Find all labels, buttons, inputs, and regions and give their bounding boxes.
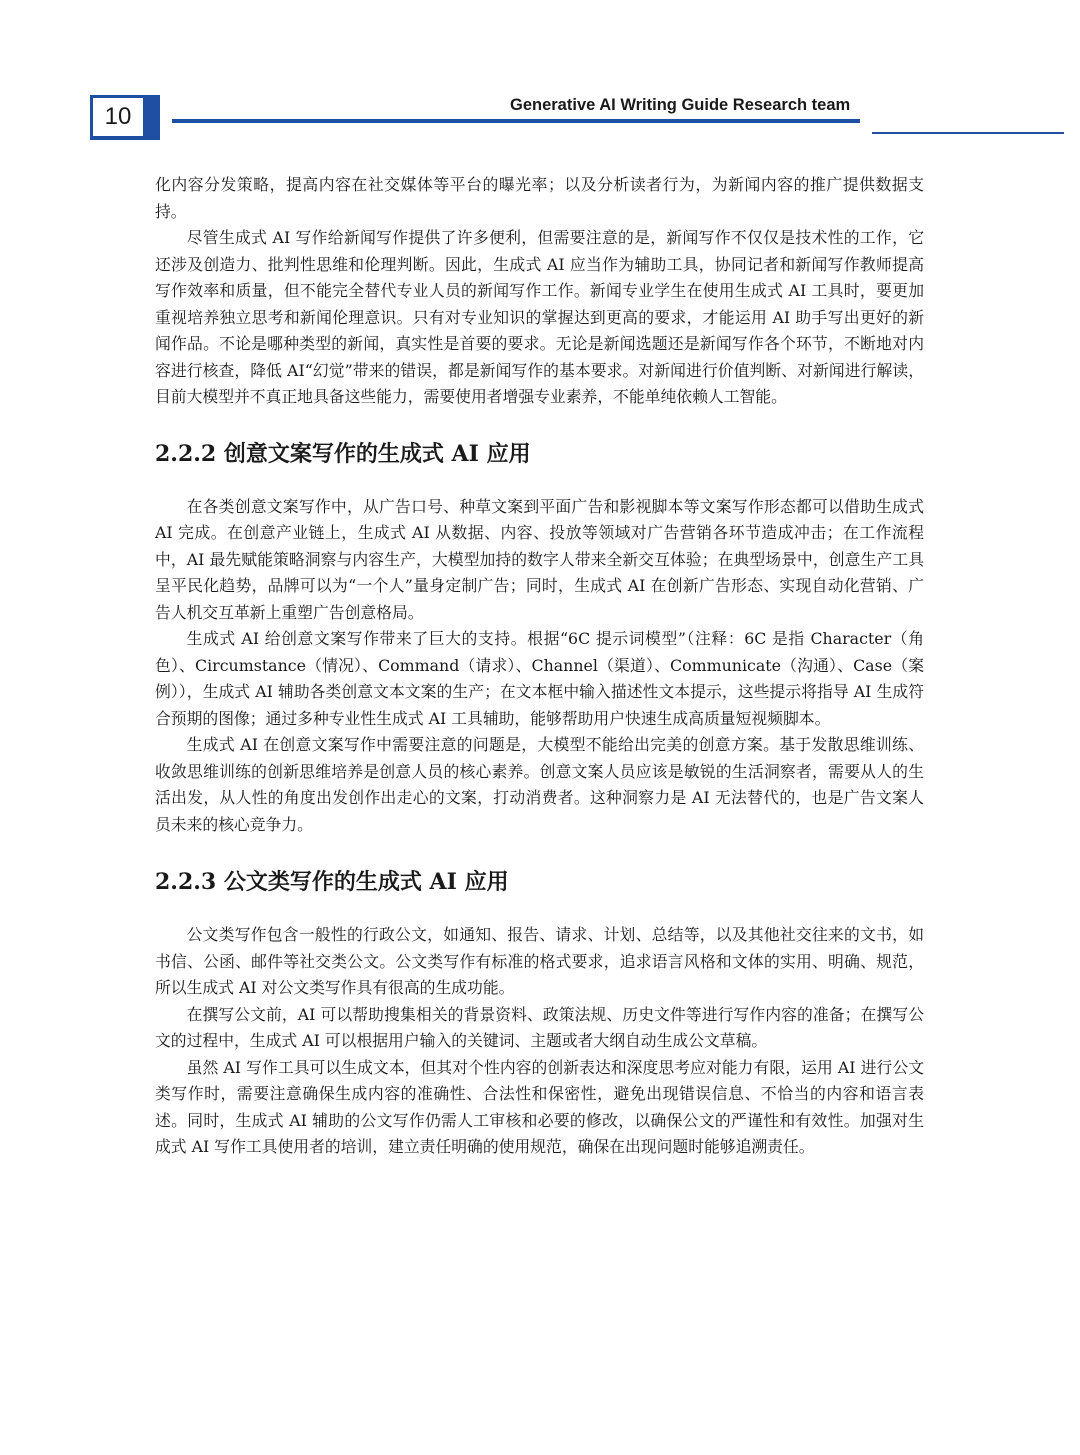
page-number-badge [90, 95, 160, 140]
running-title: Generative AI Writing Guide Research team [510, 96, 851, 114]
header-rule-thin [872, 132, 1064, 134]
page-number: 10 [93, 98, 143, 136]
paragraph: 虽然 AI 写作工具可以生成文本，但其对个性内容的创新表达和深度思考应对能力有限，运用 AI 进行公文类写作时，需要注意确保生成内容的准确性、合法性和保密性，避免出现错误信息、不恰当的内容和语言表述。同时，生成式 AI 辅助的公文写作仍需人工审核和必要的修改，以确保公文的严谨性和有效性。加强对生成式 AI 写作工具使用者的培训，建立责任明确的使用规范，确保在出现问题时能够追溯责任。 [155, 1057, 924, 1156]
paragraph: 尽管生成式 AI 写作给新闻写作提供了许多便利，但需要注意的是，新闻写作不仅仅是技术性的工作，它还涉及创造力、批判性思维和伦理判断。因此，生成式 AI 应当作为辅助工具，协同记者和新闻写作教师提高写作效率和质量，但不能完全替代专业人员的新闻写作工作。新闻专业学生在使用生成式 AI 工具时，要更加重视培养独立思考和新闻伦理意识。只有对专业知识的掌握达到更高的要求，才能运用 AI 助手写出更好的新闻作品。不论是哪种类型的新闻，真实性是首要的要求。无论是新闻选题还是新闻写作各个环节，不断地对内容进行核查，降低 AI“幻觉”带来的错误，都是新闻写作的基本要求。对新闻进行价值判断、对新闻进行解读，目前大模型并不真正地具备这些能力，需要使用者增强专业素养，不能单纯依赖人工智能。 [155, 228, 924, 406]
section-heading-2-2-3: 2.2.3 公文类写作的生成式 AI 应用 [155, 869, 509, 895]
section-heading-2-2-2: 2.2.2 创意文案写作的生成式 AI 应用 [155, 440, 531, 467]
paragraph: 生成式 AI 给创意文案写作带来了巨大的支持。根据“6C 提示词模型”（注释：6C 是指 Character（角色）、Circumstance（情况）、Command（请求）、Channel（渠道）、Communicate（沟通）、Case（案例）），生成式 AI 辅助各类创意文本文案的生产；在文本框中输入描述性文本提示，这些提示将指导 AI 生成符合预期的图像；通过多种专业性生成式 AI 工具辅助，能够帮助用户快速生成高质量短视频脚本。 [155, 629, 924, 728]
paragraph: 生成式 AI 在创意文案写作中需要注意的问题是，大模型不能给出完美的创意方案。基于发散思维训练、收敛思维训练的创新思维培养是创意人员的核心素养。创意文案人员应该是敏锐的生活洞察者，需要从人的生活出发，从人性的角度出发创作出走心的文案，打动消费者。这种洞察力是 AI 无法替代的，也是广告文案人员未来的核心竞争力。 [155, 735, 924, 834]
paragraph: 公文类写作包含一般性的行政公文，如通知、报告、请求、计划、总结等，以及其他社交往来的文书，如书信、公函、邮件等社交类公文。公文类写作有标准的格式要求，追求语言风格和文体的实用、明确、规范，所以生成式 AI 对公文类写作具有很高的生成功能。 [155, 925, 924, 997]
paragraph: 在各类创意文案写作中，从广告口号、种草文案到平面广告和影视脚本等文案写作形态都可以借助生成式 AI 完成。在创意产业链上，生成式 AI 从数据、内容、投放等领域对广告营销各环节造成冲击；在工作流程中，AI 最先赋能策略洞察与内容生产，大模型加持的数字人带来全新交互体验；在典型场景中，创意生产工具呈平民化趋势，品牌可以为“一个人”量身定制广告；同时，生成式 AI 在创新广告形态、实现自动化营销、广告人机交互革新上重塑广告创意格局。 [155, 496, 924, 622]
paragraph: 在撰写公文前，AI 可以帮助搜集相关的背景资料、政策法规、历史文件等进行写作内容的准备；在撰写公文的过程中，生成式 AI 可以根据用户输入的关键词、主题或者大纲自动生成公文草稿。 [155, 1004, 924, 1050]
paragraph: 化内容分发策略，提高内容在社交媒体等平台的曝光率；以及分析读者行为，为新闻内容的推广提供数据支持。 [155, 175, 924, 221]
page-body [155, 172, 924, 1161]
header-rule [172, 119, 860, 123]
